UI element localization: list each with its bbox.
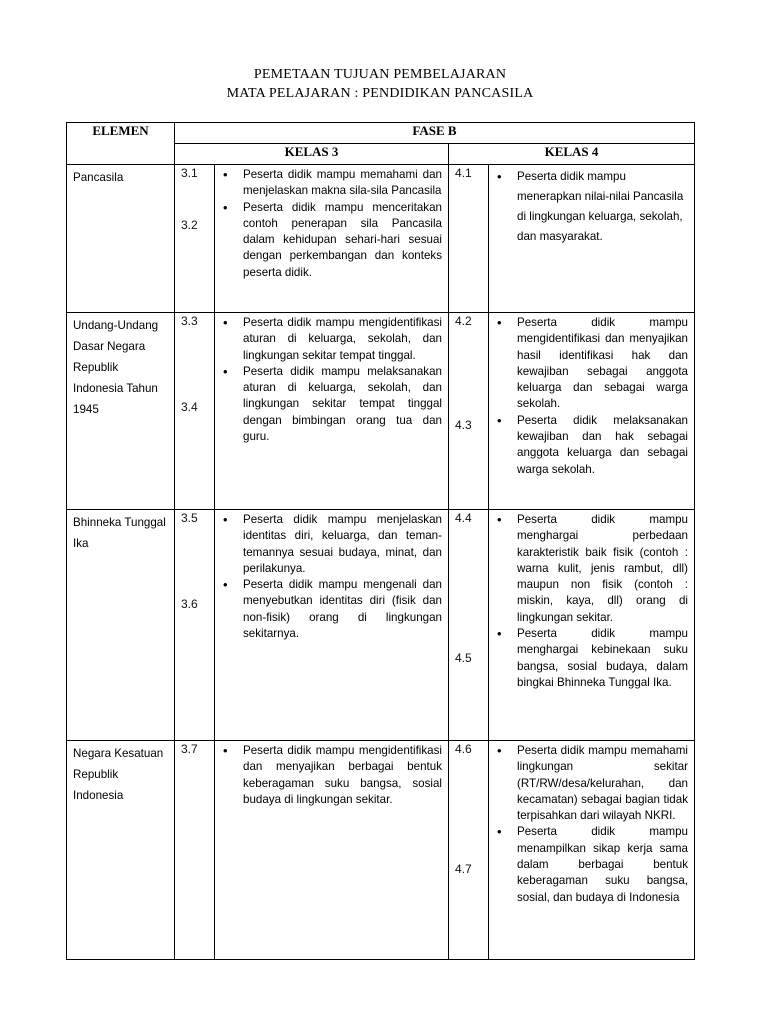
objectives-cell	[215, 510, 449, 741]
code-cell	[175, 741, 215, 960]
document-subtitle: MATA PELAJARAN : PENDIDIKAN PANCASILA	[226, 86, 534, 101]
objective-item: • Peserta didik mampu mengidentifikasi dan menyajikan berbagai bentuk keberagaman suku bangsa, sosial budaya di lingkungan sekitar.	[243, 743, 442, 808]
code-cell	[449, 313, 489, 510]
header-kelas-4: KELAS 4	[449, 144, 695, 165]
table-row	[67, 165, 695, 313]
objective-code: 3.4	[181, 400, 198, 414]
learning-objectives-table	[66, 122, 695, 960]
header-fase: FASE B	[175, 123, 695, 144]
objectives-cell	[489, 313, 695, 510]
objective-code: 3.5	[181, 511, 198, 525]
code-cell	[175, 313, 215, 510]
header-kelas-3: KELAS 3	[175, 144, 449, 165]
objective-item: • Peserta didik mampu mengidentifikasi dan menyajikan hasil identifikasi hak dan kewajiban sebagai anggota keluarga dan sebagai warga sekolah.	[517, 315, 688, 413]
objective-item: • Peserta didik mampu menghargai perbedaan karakteristik baik fisik (contoh : warna kulit, jenis rambut, dll) maupun non fisik (contoh : miskin, kaya, dll) orang di lingkungan sekitar.	[517, 512, 688, 626]
header-elemen: ELEMEN	[67, 123, 175, 165]
objective-item: • Peserta didik mampu melaksanakan aturan di keluarga, sekolah, dan lingkungan sekitar tempat tinggal dengan bimbingan orang tua dan guru.	[243, 364, 442, 445]
objectives-cell	[489, 165, 695, 313]
objective-code: 3.7	[181, 742, 198, 756]
document-title: PEMETAAN TUJUAN PEMBELAJARAN	[253, 67, 507, 82]
code-cell	[449, 510, 489, 741]
objective-code: 4.1	[455, 166, 472, 180]
objective-code: 3.1	[181, 166, 198, 180]
code-cell	[449, 165, 489, 313]
objective-item: • Peserta didik mampu menampilkan sikap kerja sama dalam berbagai bentuk keberagaman suku bangsa, sosial, dan budaya di Indonesia	[517, 824, 688, 905]
objectives-cell	[489, 741, 695, 960]
objective-item: • Peserta didik mampu memahami dan menjelaskan makna sila-sila Pancasila	[243, 167, 442, 200]
elemen-cell: Undang-Undang Dasar Negara Republik Indonesia Tahun 1945	[67, 313, 175, 510]
objective-code: 3.2	[181, 218, 198, 232]
objective-item: • Peserta didik mampu menjelaskan identitas diri, keluarga, dan teman-temannya sesuai budaya, minat, dan perilakunya.	[243, 512, 442, 577]
code-cell	[175, 510, 215, 741]
objective-item: • Peserta didik mampu menceritakan contoh penerapan sila Pancasila dalam kehidupan sehari-hari sesuai dengan perkembangan dan konteks peserta didik.	[243, 200, 442, 281]
objectives-cell	[215, 741, 449, 960]
elemen-cell: Negara Kesatuan Republik Indonesia	[67, 741, 175, 960]
objective-code: 3.6	[181, 597, 198, 611]
objective-code: 4.6	[455, 742, 472, 756]
objective-code: 3.3	[181, 314, 198, 328]
elemen-cell: Bhinneka Tunggal Ika	[67, 510, 175, 741]
code-cell	[449, 741, 489, 960]
table-row	[67, 313, 695, 510]
objective-item: • Peserta didik melaksanakan kewajiban dan hak sebagai anggota keluarga dan sebagai warga sekolah.	[517, 413, 688, 478]
objective-item: • Peserta didik mampu memahami lingkungan sekitar (RT/RW/desa/kelurahan, dan kecamatan) sebagai bagian tidak terpisahkan dari wilayah NKRI.	[517, 743, 688, 824]
objective-item: • Peserta didik mampu menerapkan nilai-nilai Pancasila di lingkungan keluarga, sekolah, dan masyarakat.	[517, 167, 688, 247]
code-cell	[175, 165, 215, 313]
objectives-cell	[489, 510, 695, 741]
objective-item: • Peserta didik mampu menghargai kebinekaan suku bangsa, sosial budaya, dalam bingkai Bhinneka Tunggal Ika.	[517, 626, 688, 691]
objectives-cell	[215, 165, 449, 313]
objective-code: 4.3	[455, 418, 472, 432]
objective-code: 4.2	[455, 314, 472, 328]
objective-code: 4.5	[455, 651, 472, 665]
objective-code: 4.4	[455, 511, 472, 525]
objectives-cell	[215, 313, 449, 510]
objective-item: • Peserta didik mampu mengidentifikasi aturan di keluarga, sekolah, dan lingkungan sekitar tempat tinggal.	[243, 315, 442, 364]
table-row	[67, 741, 695, 960]
objective-item: • Peserta didik mampu mengenali dan menyebutkan identitas diri (fisik dan non-fisik) orang di lingkungan sekitarnya.	[243, 577, 442, 642]
table-row	[67, 510, 695, 741]
elemen-cell: Pancasila	[67, 165, 175, 313]
objective-code: 4.7	[455, 862, 472, 876]
